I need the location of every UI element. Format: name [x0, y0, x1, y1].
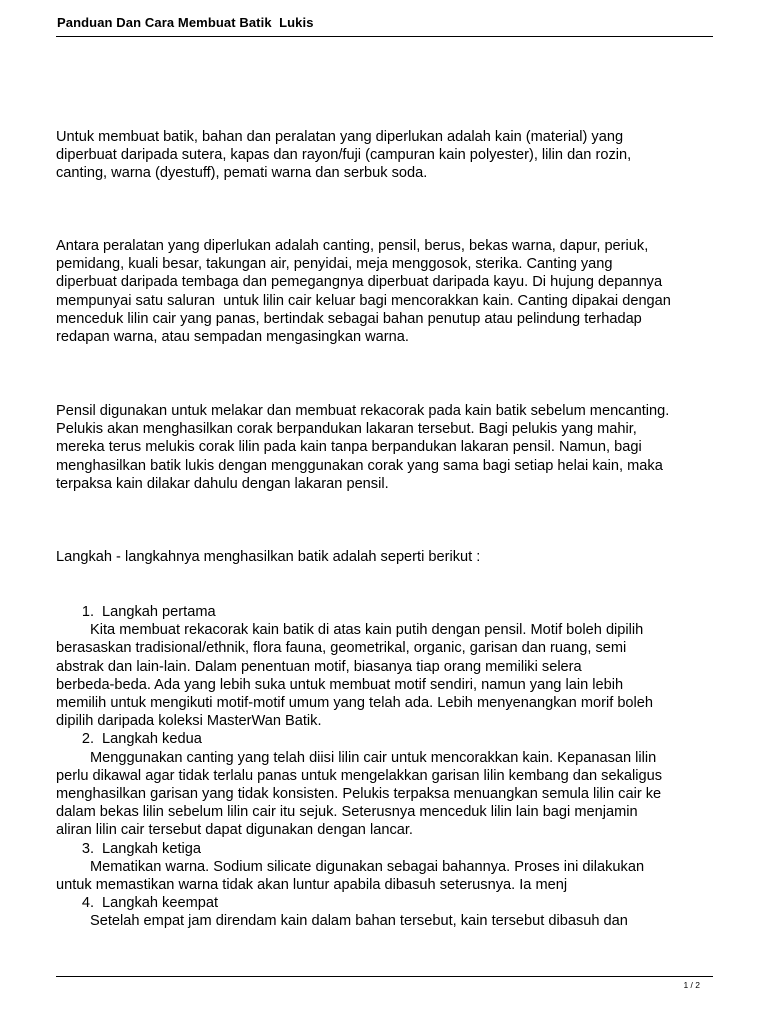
text-line: mempunyai satu saluran untuk lilin cair keluar bagi mencorakkan kain. Canting dipakai dengan — [56, 292, 671, 309]
header-divider — [56, 36, 713, 37]
step-item — [56, 840, 716, 895]
text-line: Kita membuat rekacorak kain batik di atas kain putih dengan pensil. Motif boleh dipilih — [90, 622, 644, 639]
step-number: 1. — [81, 604, 94, 620]
step-item — [56, 730, 716, 839]
text-line: Antara peralatan yang diperlukan adalah canting, pensil, berus, bekas warna, dapur, periuk, — [56, 238, 649, 254]
text-line: redapan warna, atau sempadan mengasingkan warna. — [56, 329, 409, 346]
text-line: aliran lilin cair tersebut dapat digunakan dengan lancar. — [56, 822, 413, 839]
step-heading — [56, 730, 716, 748]
step-item — [56, 894, 716, 930]
text-line: dalam bekas lilin sebelum lilin cair itu sejuk. Seterusnya menceduk lilin lain bagi menjamin — [56, 804, 638, 821]
text-line: memilih untuk mengikuti motif-motif umum yang telah ada. Lebih menyenangkan morif boleh — [56, 695, 654, 712]
text-line: Untuk membuat batik, bahan dan peralatan yang diperlukan adalah kain (material) yang — [56, 129, 624, 145]
paragraph-materials — [56, 128, 716, 183]
text-line: Pensil digunakan untuk melakar dan membuat rekacorak pada kain batik sebelum mencanting. — [56, 403, 670, 419]
text-line: Langkah - langkahnya menghasilkan batik adalah seperti berikut : — [56, 549, 481, 565]
step-number: 4. — [81, 895, 94, 912]
text-line: Pelukis akan menghasilkan corak berpandukan lakaran tersebut. Bagi pelukis yang mahir, — [56, 421, 637, 438]
text-line: berasaskan tradisional/ethnik, flora fauna, geometrikal, organic, garisan dan ruang, semi — [56, 640, 627, 657]
footer-divider — [56, 976, 713, 977]
text-line: untuk memastikan warna tidak akan luntur apabila dibasuh seterusnya. Ia menj — [56, 877, 568, 894]
text-line: berbeda-beda. Ada yang lebih suka untuk membuat motif sendiri, namun yang lain lebih — [56, 676, 624, 693]
text-line: pemidang, kuali besar, takungan air, penyidai, meja menggosok, sterika. Canting yang — [56, 256, 613, 273]
step-heading — [56, 894, 716, 912]
paragraph-pencil — [56, 402, 716, 493]
text-line: diperbuat daripada tembaga dan pemegangnya diperbuat daripada kayu. Di hujung depannya — [56, 274, 663, 291]
step-number: 3. — [81, 840, 94, 857]
step-title: Langkah pertama — [102, 604, 216, 620]
text-line: canting, warna (dyestuff), pemati warna dan serbuk soda. — [56, 165, 428, 182]
step-item — [56, 603, 716, 730]
text-line: menceduk lilin cair yang panas, bertindak sebagai bahan penutup atau pelindung terhadap — [56, 310, 642, 327]
text-line: abstrak dan lain-lain. Dalam penentuan motif, biasanya tiap orang memiliki selera — [56, 658, 582, 675]
text-line: terpaksa kain dilakar dahulu dengan lakaran pensil. — [56, 475, 389, 492]
text-line: menghasilkan garisan yang tidak konsisten. Pelukis terpaksa menuangkan semula lilin cair ke — [56, 786, 662, 803]
steps-list — [56, 603, 716, 931]
step-heading — [56, 840, 716, 858]
text-line: Mematikan warna. Sodium silicate digunakan sebagai bahannya. Proses ini dilakukan — [90, 858, 645, 875]
paragraph-tools — [56, 237, 716, 346]
step-title: Langkah keempat — [102, 895, 219, 912]
step-number: 2. — [81, 731, 94, 748]
step-title: Langkah ketiga — [102, 840, 201, 857]
step-heading — [56, 603, 716, 621]
text-line: mereka terus melukis corak lilin pada kain tanpa berpandukan lakaran pensil. Namun, bagi — [56, 439, 642, 456]
step-title: Langkah kedua — [102, 731, 202, 748]
text-line: diperbuat daripada sutera, kapas dan rayon/fuji (campuran kain polyester), lilin dan rozin, — [56, 147, 632, 164]
text-line: perlu dikawal agar tidak terlalu panas untuk mengelakkan garisan lilin kembang dan sekaligus — [56, 767, 663, 784]
page-number: 1 / 2 — [683, 980, 700, 990]
text-line: menghasilkan batik lukis dengan menggunakan corak yang sama bagi setiap helai kain, maka — [56, 457, 663, 474]
text-line: dipilih daripada koleksi MasterWan Batik. — [56, 713, 322, 730]
paragraph-steps-intro — [56, 548, 716, 566]
text-line: Menggunakan canting yang telah diisi lilin cair untuk mencorakkan kain. Kepanasan lilin — [90, 749, 657, 766]
page-header-title: Panduan Dan Cara Membuat Batik Lukis — [57, 15, 314, 30]
text-line: Setelah empat jam direndam kain dalam bahan tersebut, kain tersebut dibasuh dan — [90, 913, 628, 930]
